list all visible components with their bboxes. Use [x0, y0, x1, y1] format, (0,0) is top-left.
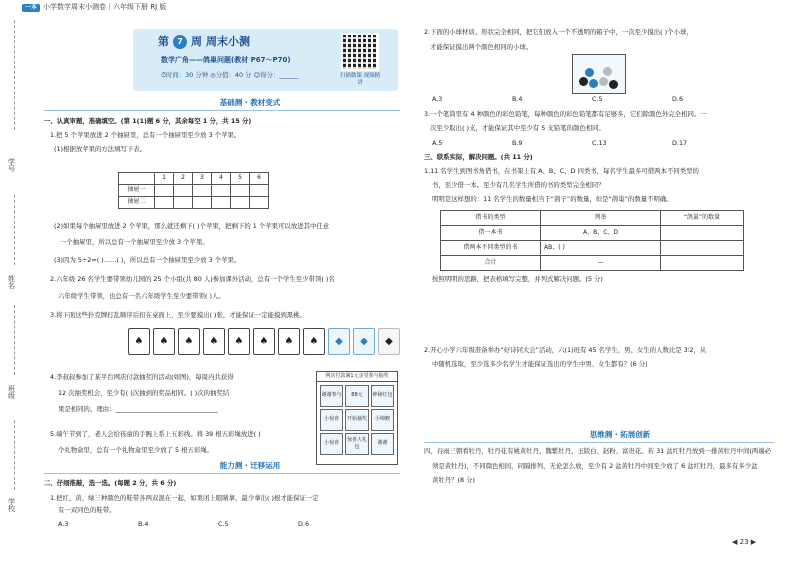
- answer-cell[interactable]: [212, 185, 231, 197]
- qr-caption: 扫描微课 视频精讲: [339, 73, 381, 87]
- week-number: 7: [173, 35, 187, 49]
- ball-icon: [589, 79, 598, 88]
- table-header: “鸽巢”的数量: [661, 211, 744, 226]
- spade-card: ♠: [178, 328, 200, 355]
- ball-icon: [579, 77, 588, 86]
- page-prev-icon: ◀: [732, 538, 738, 546]
- table-row: [441, 211, 744, 226]
- cut-line: [14, 305, 15, 375]
- brand-name: 小学数学周末小测卷｜六年级下册 RJ 版: [43, 3, 167, 11]
- mc2-option[interactable]: D.6: [672, 95, 684, 103]
- board-cell: 谢谢参与: [320, 385, 343, 407]
- table-cell: 1: [155, 173, 174, 185]
- page-number: [732, 538, 756, 547]
- binding-margin: [0, 20, 28, 540]
- mc2-option[interactable]: C.5: [592, 95, 603, 103]
- answer-cell[interactable]: [661, 256, 744, 271]
- q5-line1: 5.端午节到了，老人会给孩童的手腕上系上五彩线。将 39 根五彩绳放进( ): [50, 430, 261, 438]
- p1-line3: 明明是这样想的：11 名学生的数量相当于“鸽子”的数量，但是“鸽巢”的数量不明确。: [432, 195, 673, 203]
- table-cell: 3: [193, 173, 212, 185]
- table-cell: 借两本不同类型的书: [441, 241, 541, 256]
- margin-label-name: 姓名: [7, 275, 16, 289]
- mc1-option[interactable]: C.5: [218, 520, 229, 528]
- table-corner: [119, 173, 155, 185]
- quiz-subtitle: 数学广角——鸽巢问题(教材 P67～P70): [161, 56, 291, 64]
- spade-card: ♠: [253, 328, 275, 355]
- title-text: 周末小测: [206, 35, 250, 48]
- part1-title: 一、认真审题，准确填空。(第 1(1)题 6 分，其余每空 1 分，共 15 分): [44, 117, 252, 125]
- diamond-card: ◆: [328, 328, 350, 355]
- q2-line1: 2.六年级 26 名学生要带领幼儿园的 25 个小组(共 80 人)参加课外活动，总有一个学生至少带领( )名: [50, 275, 335, 283]
- answer-cell[interactable]: [250, 185, 269, 197]
- diamond-card: ◆: [353, 328, 375, 355]
- mc2-option[interactable]: A.3: [432, 95, 443, 103]
- table-cell: 合计: [441, 256, 541, 271]
- answer-cell[interactable]: [174, 185, 193, 197]
- p1-line2: 书，至少借一本。至少有几名学生所借的书的类型完全相同？: [432, 181, 605, 189]
- week-suffix: 周: [191, 35, 202, 48]
- spade-card: ♠: [278, 328, 300, 355]
- board-cell: 小惊喜: [320, 433, 343, 455]
- ball-box: [572, 54, 626, 94]
- board-cell: 小锦鲤: [371, 409, 394, 431]
- qr-code-icon[interactable]: [341, 33, 379, 71]
- answer-cell[interactable]: [193, 185, 212, 197]
- section-ability: 能力测 · 迁移运用: [219, 461, 281, 470]
- q1-1-text: (1)根据放苹果的方法填写下表。: [54, 145, 147, 153]
- answer-cell[interactable]: [661, 241, 744, 256]
- table-cell: 5: [231, 173, 250, 185]
- mc1-option[interactable]: B.4: [138, 520, 149, 528]
- mc3-line2: 次至少取出( )支，才能保证其中至少有 5 支铅笔的颜色相同。: [430, 124, 605, 132]
- lottery-board: [316, 371, 398, 465]
- p2-line1: 2.开心小学六年级准备举办“好诗同大会”活动，六(1)班有 45 名学生，男、女生的人数比是 3∶2，从: [424, 346, 707, 354]
- board-cell: 惊喜大礼包: [345, 433, 368, 455]
- page-number-text: 23: [739, 538, 749, 546]
- answer-cell[interactable]: [155, 185, 174, 197]
- answer-cell[interactable]: [155, 197, 174, 209]
- table-cell: 6: [250, 173, 269, 185]
- mc2-option[interactable]: B.4: [512, 95, 523, 103]
- p4-line3: 黄牡丹？(8 分): [432, 476, 476, 484]
- margin-label-school: 学校: [7, 498, 16, 512]
- brand-badge: 一本: [22, 4, 40, 12]
- p4-line2: 须是黄牡丹)，不同颜色相间，同隔排列，无论怎么放，至少有 2 盆黄牡丹中间至少放了 6 盆红牡丹，最多有多少盆: [432, 462, 758, 470]
- part2-title: 二、仔细推敲，选一选。(每题 2 分，共 6 分): [44, 479, 177, 487]
- table-cell: 借一本书: [441, 226, 541, 241]
- mc3-option[interactable]: B.9: [512, 139, 523, 147]
- mc3-option[interactable]: A.5: [432, 139, 443, 147]
- board-title: 网店付款满1元享受参与抽奖: [317, 372, 397, 382]
- table-row: [119, 197, 269, 209]
- week-prefix: 第: [158, 35, 169, 48]
- board-cell: 开始抽奖: [345, 409, 368, 431]
- p2-line2: 中随机选取，至少选多少名学生才能保证选出的学生中男、女生都有？(6 分): [432, 360, 648, 368]
- cut-line: [14, 195, 15, 265]
- table-cell: 4: [212, 173, 231, 185]
- quiz-meta: ⏱时间：30 分钟 ◎分值：40 分 ☺得分：______: [161, 71, 299, 79]
- mc3-option[interactable]: D.17: [672, 139, 688, 147]
- board-cell: 88元: [345, 385, 368, 407]
- table-row: [119, 173, 269, 185]
- q1-3-text: (3)因为 5÷2=( )……( )，所以总有一个抽屉里至少放 3 个苹果。: [54, 256, 241, 264]
- spade-card: ♠: [128, 328, 150, 355]
- part3-title: 三、联系实际，解决问题。(共 11 分): [424, 153, 533, 161]
- mc1-line2: 有一双同色的鞋带。: [58, 506, 116, 514]
- cut-line: [14, 20, 15, 130]
- ball-icon: [599, 77, 608, 86]
- spade-card: ♠: [203, 328, 225, 355]
- mc3-line1: 3.一个笔筒里有 4 种颜色的彩色铅笔，每种颜色的彩色铅笔都有足够多，它们除颜色外完全相同。一: [424, 110, 707, 118]
- diamond-card: ◆: [378, 328, 400, 355]
- answer-cell[interactable]: [212, 197, 231, 209]
- mc1-option[interactable]: A.3: [58, 520, 69, 528]
- margin-label-class: 班级: [7, 385, 16, 399]
- table-cell: 2: [174, 173, 193, 185]
- table-cell: 抽屉二: [119, 197, 155, 209]
- spade-card: ♠: [303, 328, 325, 355]
- book-table: [440, 210, 744, 271]
- q3-text: 3.将下面这些扑克牌打乱顺序后扣在桌面上，至少要摸出( )张，才能保证一定能摸到黑桃。: [50, 311, 306, 319]
- cut-line: [14, 420, 15, 490]
- divider: [44, 110, 400, 111]
- table-cell: 抽屉一: [119, 185, 155, 197]
- q1-text: 1.把 5 个苹果放进 2 个抽屉里，总有一个抽屉里至少放 3 个苹果。: [50, 131, 241, 139]
- mc1-line1: 1.把红、黄、绿三种颜色的鞋带各两双混在一起，如果闭上眼睛拿，最少拿出( )根才能保证一定: [50, 494, 319, 502]
- board-cell: 小惊喜: [320, 409, 343, 431]
- quiz-title: [158, 35, 250, 50]
- table-header: 借书的类型: [441, 211, 541, 226]
- q1-2-line2: 一个抽屉里，所以总有一个抽屉里至少放 3 个苹果。: [60, 238, 209, 246]
- page-next-icon: ▶: [750, 538, 757, 546]
- spade-card: ♠: [153, 328, 175, 355]
- q2-line2: 六年级学生带领，也总有一名六年级学生至少要带领( )人。: [58, 292, 225, 300]
- mc2-line1: 2.下面的小球材质、形状完全相同，把它们放入一个不透明的箱子中，一次至少摸出( )个小球，: [424, 28, 693, 36]
- mc1-option[interactable]: D.6: [298, 520, 310, 528]
- mc2-line2: 才能保证摸出两个颜色相同的小球。: [430, 43, 533, 51]
- answer-cell[interactable]: [193, 197, 212, 209]
- board-cell: 谢谢: [371, 433, 394, 455]
- answer-cell[interactable]: [661, 226, 744, 241]
- table-row: [441, 256, 744, 271]
- p1-line1: 1.11 名学生到图书角借书，在书架上有 A、B、C、D 四类书，每名学生最多可借两本不同类型的: [424, 167, 699, 175]
- quiz-header: [133, 29, 398, 91]
- table-cell: —: [541, 256, 661, 271]
- mc3-option[interactable]: C.13: [592, 139, 607, 147]
- spade-card: ♠: [228, 328, 250, 355]
- apple-table: [118, 172, 269, 209]
- card-row: [128, 328, 400, 355]
- ball-icon: [603, 67, 612, 76]
- answer-cell[interactable]: AB、( ): [541, 241, 661, 256]
- answer-cell[interactable]: [231, 185, 250, 197]
- p1-instruction: 按照明明的思路，把表格填写完整，并列式解决问题。(5 分): [432, 275, 603, 283]
- table-cell: A、B、C、D: [541, 226, 661, 241]
- ball-icon: [609, 80, 618, 89]
- section-thinking: 思维测 · 拓展创新: [589, 430, 651, 439]
- divider: [44, 473, 400, 474]
- answer-cell[interactable]: [231, 197, 250, 209]
- q5-line2: 个礼物盒里，总有一个礼物盒里至少放了 5 根五彩绳。: [58, 446, 214, 454]
- table-row: [119, 185, 269, 197]
- q4-line1: 4.李叔叔参加了某平台网店付款抽奖的活动(如图)，每周内共获得: [50, 373, 234, 381]
- section-basic: 基础测 · 教材变式: [219, 98, 281, 107]
- table-header: 列举: [541, 211, 661, 226]
- q1-2-line1: (2)如果每个抽屉里放进 2 个苹果，那么就还剩下( )个苹果，把剩下的 1 个苹果可以放进其中任意: [54, 222, 330, 230]
- margin-label-id: 学号: [7, 158, 16, 172]
- q4-line3: 果是相同的。理由：________________________________: [58, 405, 218, 413]
- brand-bar: [22, 3, 166, 12]
- board-cell: 神秘红包: [371, 385, 394, 407]
- answer-cell[interactable]: [174, 197, 193, 209]
- divider: [424, 442, 774, 443]
- table-row: [441, 226, 744, 241]
- ball-icon: [585, 68, 594, 77]
- p4-line1: 四、谷雨三朝看牡丹，牡丹花有姚黄牡丹、魏紫牡丹、玉版白、赵粉、富贵花。若 31 盆红牡丹放到一排黄牡丹中间(两端必: [424, 447, 771, 455]
- table-row: [441, 241, 744, 256]
- answer-cell[interactable]: [250, 197, 269, 209]
- q4-line2: 12 次抽奖机会，至少有( )次抽到的奖品相同。( )次的抽奖结: [58, 389, 230, 397]
